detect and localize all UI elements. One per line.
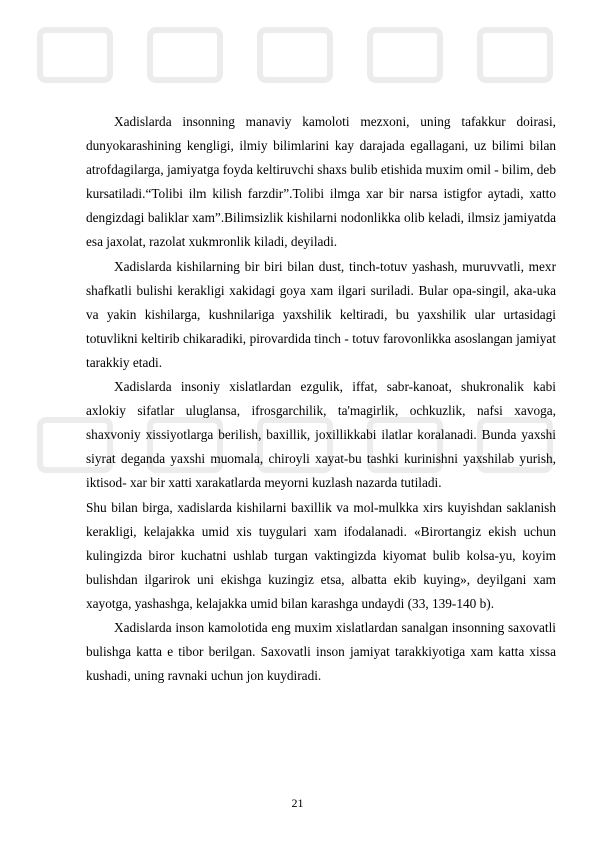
paragraph-bilim: Xadislarda insonning manaviy kamoloti mezxoni, uning tafakkur doirasi, dunyokarashining kengligi, ilmiy bilimlarini kay darajada egallagani, uz bilimi bilan atrofdagilarga, jamiyatga foyda keltiruvchi shaxs bulib etishida muxim omil - bilim, deb kursatiladi.“Tolibi ilm kilish farzdir”.Tolibi ilmga xar bir narsa istigfor aytadi, xatto dengizdagi baliklar xam”.Bilimsizlik kishilarni nodonlikka olib keladi, ilmsiz jamiyatda esa jaxolat, razolat xukmronlik kiladi, deyiladi. [86,114,556,250]
paragraph-saxovat: Xadislarda inson kamolotida eng muxim xislatlardan sanalgan insonning saxovatli bulishga katta e tibor berilgan. Saxovatli inson jamiyat tarakkiyotiga xam katta xissa kushadi, uning ravnaki uchun jon kuydiradi. [86,619,556,684]
paragraph-dustlik: Xadislarda kishilarning bir biri bilan dust, tinch-totuv yashash, muruvvatli, mexr shafkatli bulishi kerakligi xakidagi goya xam ilgari suriladi. Bular opa-singil, aka-uka va yakin kishilarga, kushnilariga yaxshilik keltiradi, bu yaxshilik ular urtasidagi totuvlikni keltirib chikaradiki, pirovardida tinch - totuv farovonlikka asoslangan jamiyat tarakkiy etadi. [86,258,556,370]
paragraph-kelajak: Shu bilan birga, xadislarda kishilarni baxillik va mol-mulkka xirs kuyishdan saklanish kerakligi, kelajakka umid xis tuygulari xam ifodalanadi. «Birortangiz ekish uchun kulingizda biror kuchatni ushlab turgan vaktingizda kiyomat bulib kolsa-yu, koyim bulishdan ilgarirok uni ekishga kuzingiz etsa, albatta ekib kuying», deyilgani xam xayotga, yashashga, kelajakka umid bilan karashga undaydi (33, 139-140 b). [86,499,556,611]
page-number: 21 [291,796,304,810]
document-body [86,110,556,688]
paragraph-xislatlar: Xadislarda insoniy xislatlardan ezgulik, iffat, sabr-kanoat, shukronalik kabi axlokiy sifatlar uluglansa, ifrosgarchilik, ta'magirlik, ochkuzlik, nafsi xavoga, shaxvoniy xissiyotlarga berilish, baxillik, joxillikkabi ilatlar koralanadi. Bunda yaxshi siyrat deganda yaxshi muomala, chiroyli xayat-bu tashki kurinishni yaxshilab yurish, iktisod- xar bir xatti xarakatlarda meyorni kuzlash nazarda tutiladi. [86,379,556,491]
